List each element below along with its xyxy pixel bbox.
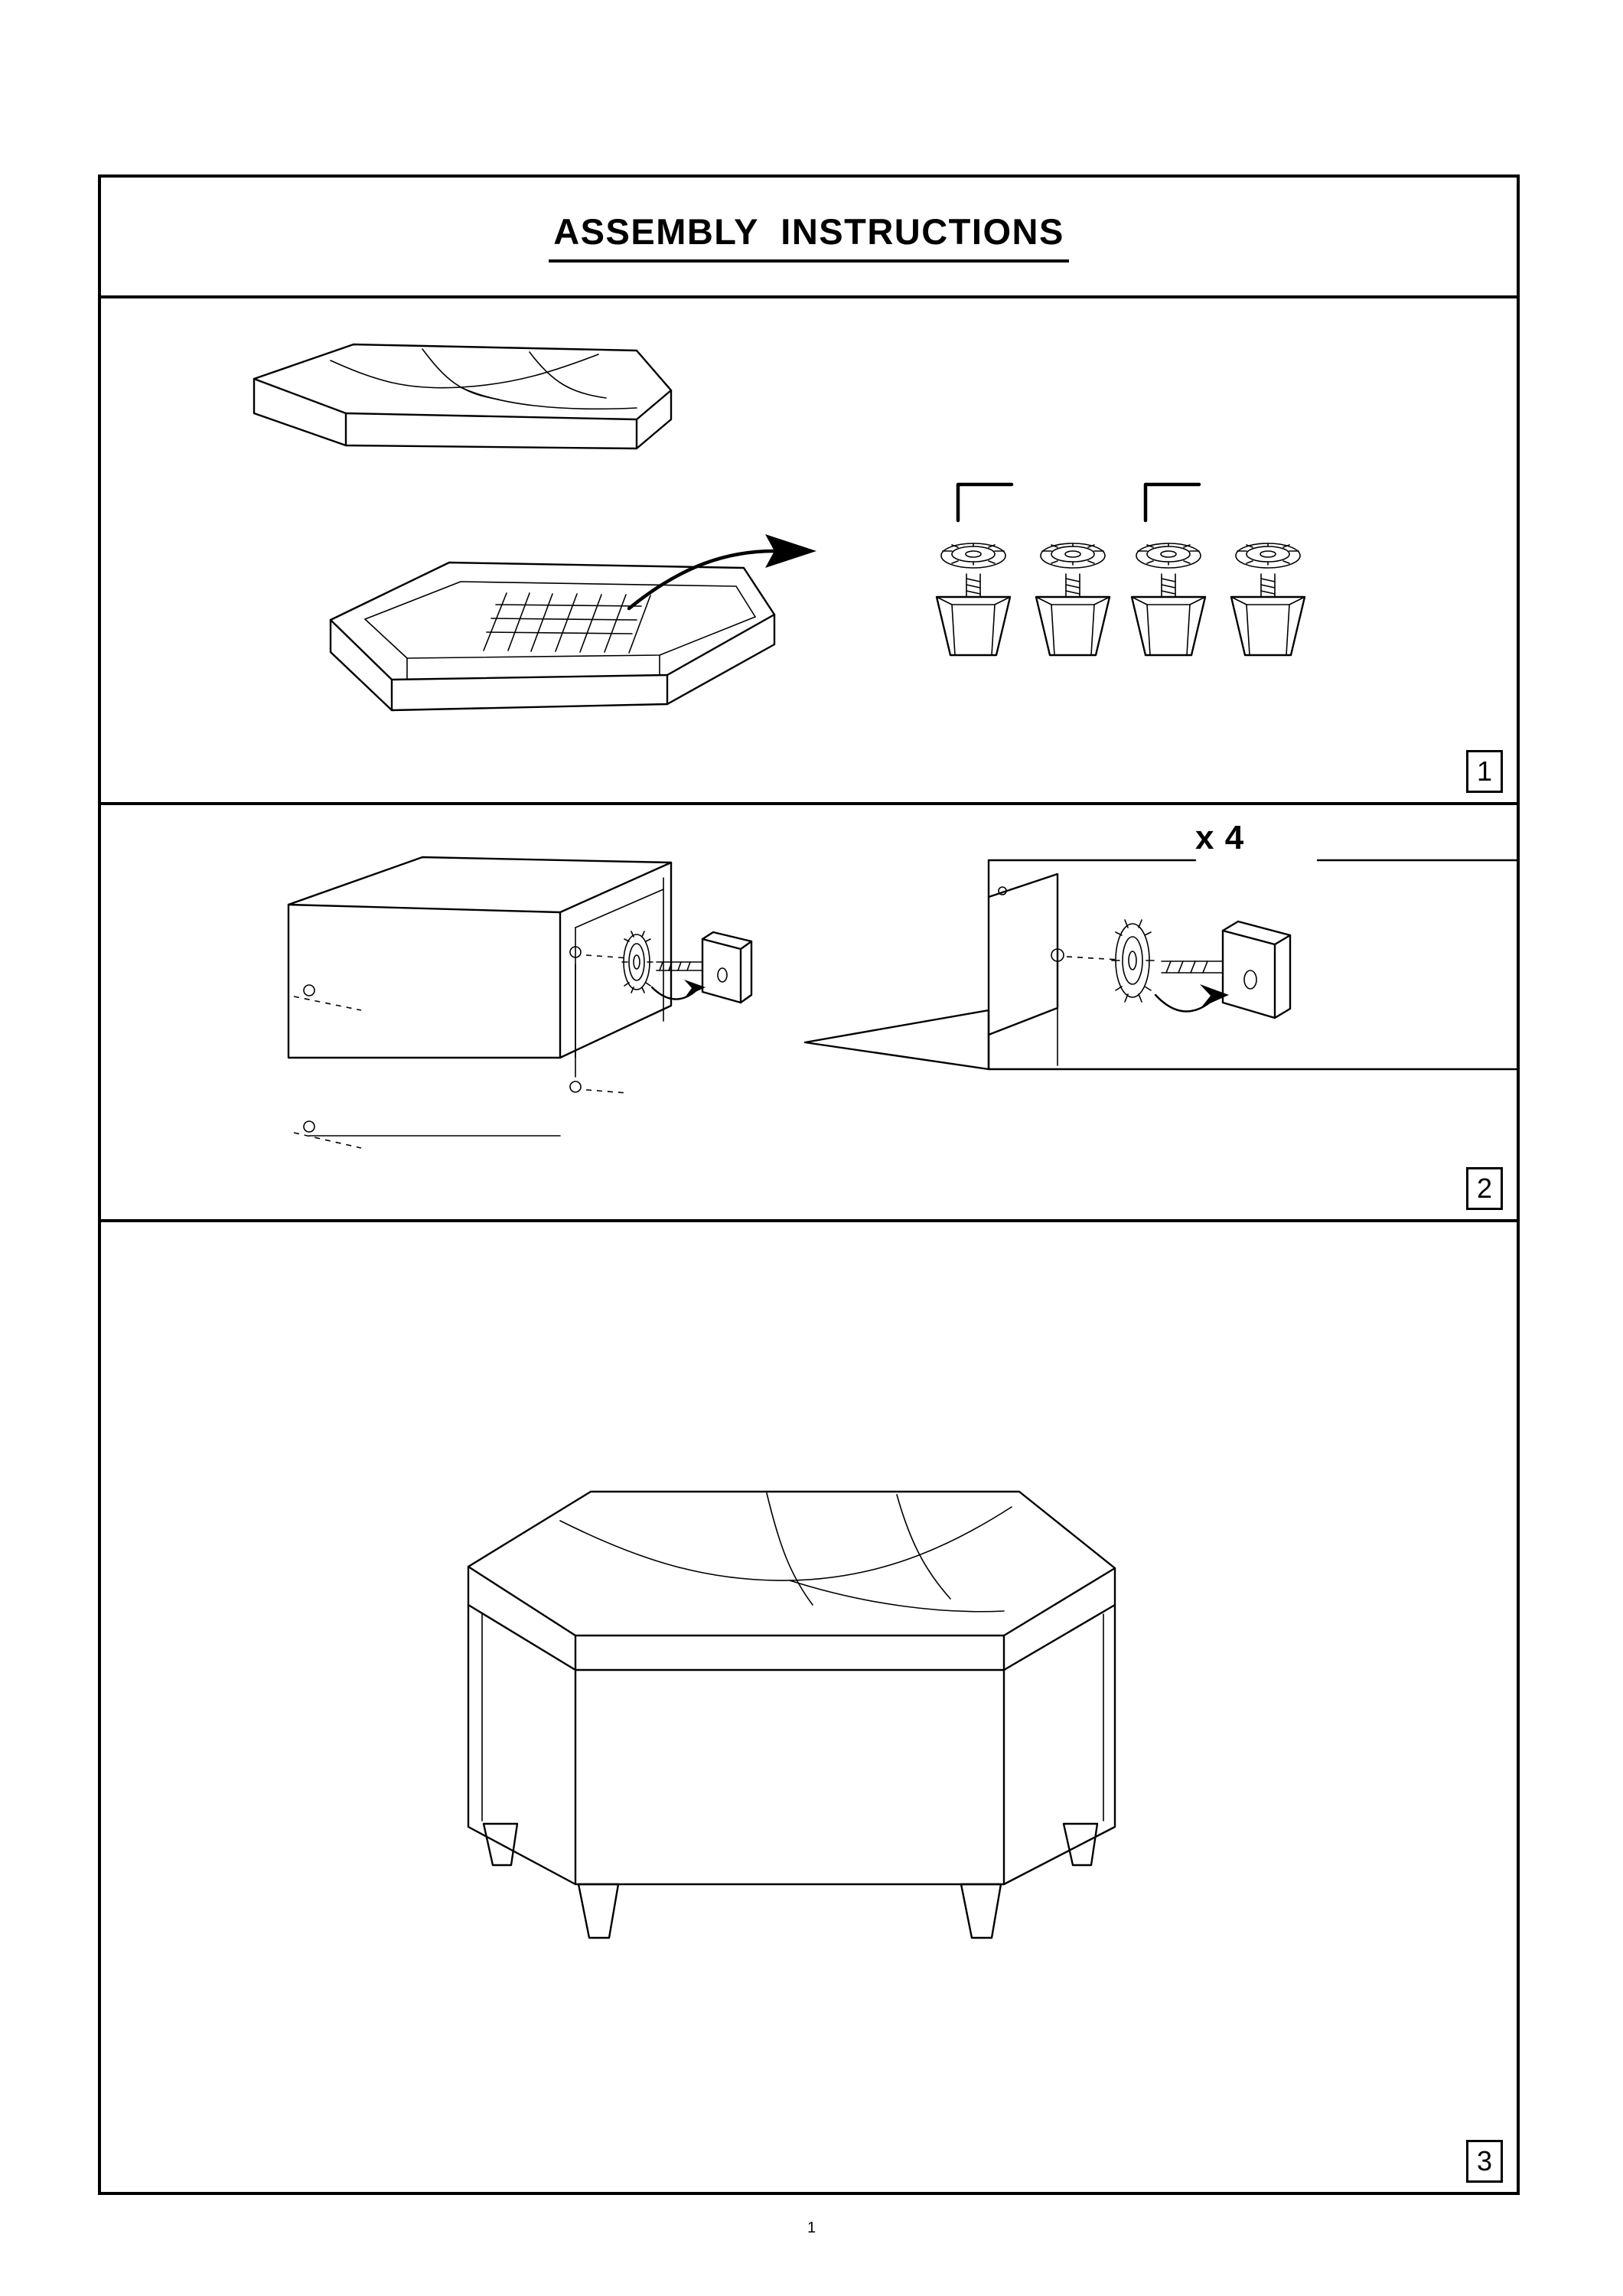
assembly-arrow-left (652, 980, 706, 1000)
instruction-sheet-border (98, 174, 1520, 2195)
wooden-leg-2 (1036, 574, 1110, 655)
assembly-arrow-zoom (1155, 984, 1229, 1012)
washer-plate-3 (1136, 543, 1201, 568)
washer-plate-exploded-left (622, 931, 653, 993)
washer-plate-1 (941, 543, 1005, 568)
title-bar (101, 178, 1517, 298)
frame-upside-down-illustration (288, 857, 671, 1148)
screw-hole-group (304, 947, 581, 1132)
step-3-illustration (101, 1222, 1517, 2189)
step-number-1: 1 (1466, 750, 1503, 793)
washer-plate-exploded-zoom (1112, 920, 1154, 1002)
step-1-illustration (101, 298, 1517, 802)
washer-plate-2 (1041, 543, 1105, 568)
step-number-3: 3 (1466, 2140, 1503, 2183)
step-1-panel (101, 298, 1517, 805)
quantity-callout-x4: x 4 (1195, 819, 1245, 856)
assembled-ottoman-illustration (468, 1492, 1115, 1938)
step-2-panel (101, 805, 1517, 1222)
allen-wrench-2 (1146, 484, 1199, 520)
step-number-2: 2 (1466, 1167, 1503, 1210)
ottoman-leg-front-left (578, 1884, 618, 1938)
wooden-leg-exploded-zoom (1162, 921, 1290, 1018)
washer-plate-4 (1236, 543, 1300, 568)
wooden-leg-1 (937, 574, 1010, 655)
ottoman-leg-front-right (961, 1884, 1001, 1938)
step-2-illustration (101, 805, 1517, 1219)
assembly-arrow-step1 (629, 534, 816, 608)
wooden-leg-3 (1132, 574, 1205, 655)
zoom-detail-box (989, 860, 1517, 1069)
wooden-leg-4 (1231, 574, 1305, 655)
seat-cushion-illustration (254, 344, 671, 448)
page-title: ASSEMBLY INSTRUCTIONS (549, 210, 1069, 263)
zoom-pointer (805, 1010, 989, 1069)
page-number: 1 (807, 2219, 816, 2236)
step-3-panel (101, 1222, 1517, 2192)
ottoman-frame-illustration (331, 563, 774, 710)
allen-wrench-1 (958, 484, 1012, 520)
